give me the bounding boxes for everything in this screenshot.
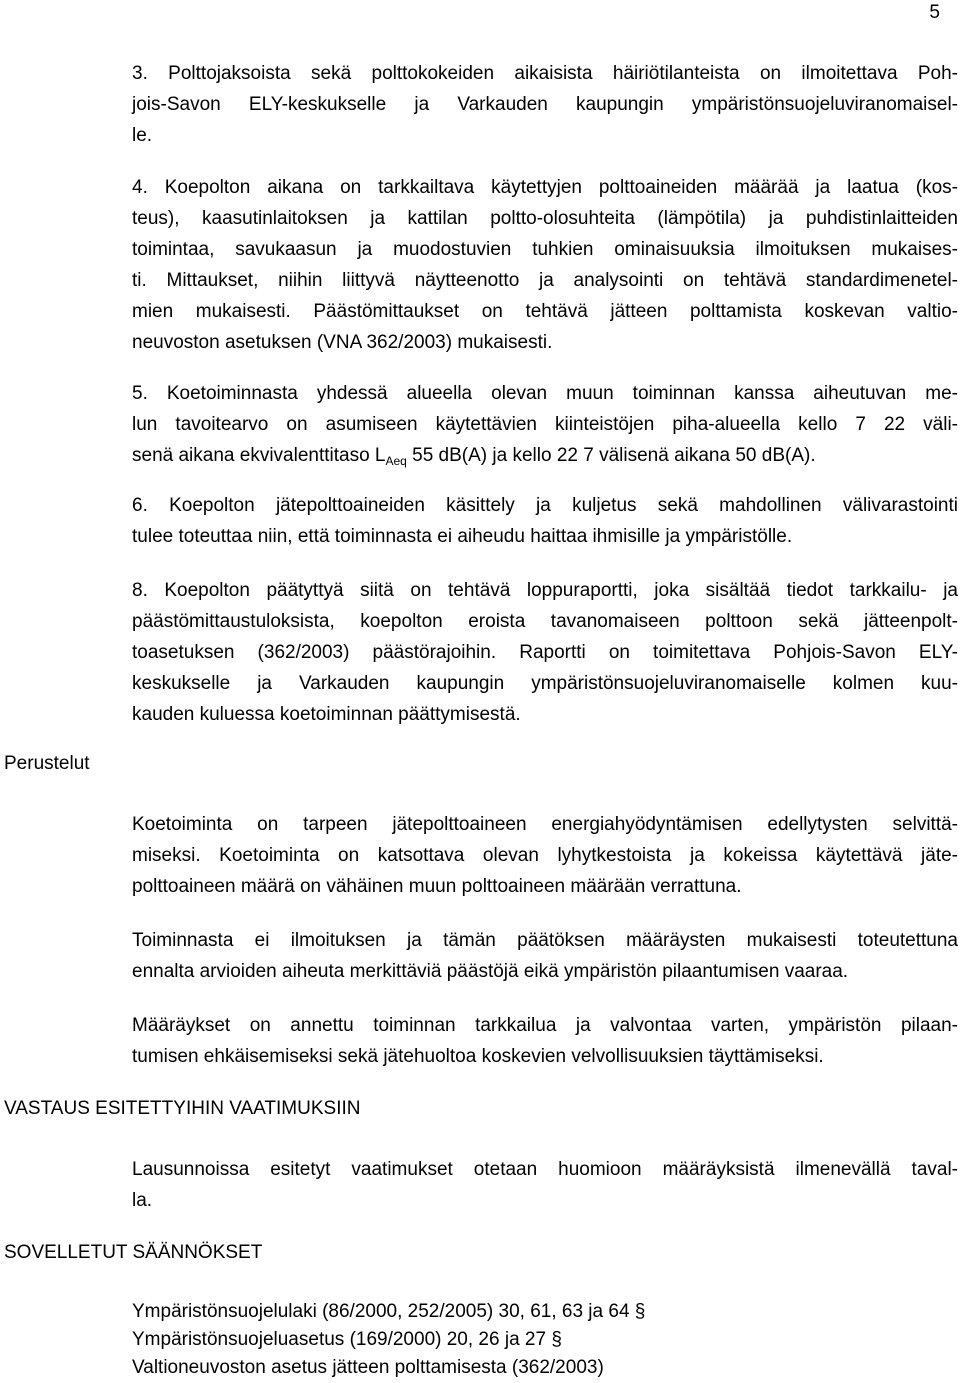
text-line: ennalta arvioiden aiheuta merkittäviä päästöjä eikä ympäristön pilaantumisen vaaraa. bbox=[132, 961, 849, 982]
text-line: 5. Koetoiminnasta yhdessä alueella olevan muun toiminnan kanssa aiheutuvan me- bbox=[132, 383, 958, 404]
laeq-subscript: Aeq bbox=[385, 454, 407, 468]
statute-item: Ympäristönsuojelulaki (86/2000, 252/2005) 30, 61, 63 ja 64 § bbox=[132, 1301, 646, 1322]
text-line-with-subscript: senä aikana ekvivalenttitaso $L_{Aeq}$ 55 dB(A) ja kello 22 7 välisenä aikana 50 dB(A). bbox=[132, 445, 816, 468]
section-sign-icon: § bbox=[629, 1301, 646, 1322]
sovelletut-list bbox=[132, 1298, 958, 1382]
text-line: mien mukaisesti. Päästömittaukset on tehtävä jätteen polttamista koskevan valtio- bbox=[132, 301, 958, 322]
sovelletut-heading: SOVELLETUT SÄÄNNÖKSET bbox=[4, 1242, 263, 1263]
text-line: ti. Mittaukset, niihin liittyvä näytteenotto ja analysointi on tehtävä standardimenetel- bbox=[132, 270, 958, 291]
condition-3 bbox=[132, 58, 958, 151]
perustelut-heading: Perustelut bbox=[4, 753, 90, 774]
text-line: miseksi. Koetoiminta on katsottava olevan lyhytkestoista ja kokeissa käytettävä jäte- bbox=[132, 845, 958, 866]
text-line: tulee toteuttaa niin, että toiminnasta ei aiheudu haittaa ihmisille ja ympäristölle. bbox=[132, 526, 793, 547]
text-line: neuvoston asetuksen (VNA 362/2003) mukaisesti. bbox=[132, 332, 553, 353]
text-line: 4. Koepolton aikana on tarkkailtava käytettyjen polttoaineiden määrää ja laatua (kos- bbox=[132, 177, 958, 198]
statute-item: Ympäristönsuojeluasetus (169/2000) 20, 26 ja 27 § bbox=[132, 1329, 562, 1350]
perustelut-paragraph-3 bbox=[132, 1010, 958, 1072]
text-line: 8. Koepolton päätyttyä siitä on tehtävä loppuraportti, joka sisältää tiedot tarkkailu- ja bbox=[132, 580, 958, 601]
text-line: kauden kuluessa koetoiminnan päättymisestä. bbox=[132, 704, 521, 725]
section-sign-icon: § bbox=[546, 1329, 562, 1350]
condition-5 bbox=[132, 378, 958, 471]
condition-8 bbox=[132, 575, 958, 730]
text-line: Määräykset on annettu toiminnan tarkkailua ja valvontaa varten, ympäristön pilaan- bbox=[132, 1015, 958, 1036]
text-line: jois-Savon ELY-keskukselle ja Varkauden kaupungin ympäristönsuojeluviranomaisel- bbox=[132, 94, 958, 115]
text-line: 6. Koepolton jätepolttoaineiden käsittely ja kuljetus sekä mahdollinen välivarastointi bbox=[132, 495, 958, 516]
text-line: toimintaa, savukaasun ja muodostuvien tuhkien ominaisuuksia ilmoituksen mukaises- bbox=[132, 239, 958, 260]
text-line: keskukselle ja Varkauden kaupungin ympäristönsuojeluviranomaiselle kolmen kuu- bbox=[132, 673, 958, 694]
text-line: teus), kaasutinlaitoksen ja kattilan poltto-olosuhteita (lämpötila) ja puhdistinlaitteiden bbox=[132, 208, 958, 229]
vastaus-paragraph bbox=[132, 1154, 958, 1216]
condition-4 bbox=[132, 172, 958, 358]
text-line: polttoaineen määrä on vähäinen muun polttoaineen määrään verrattuna. bbox=[132, 876, 742, 897]
text-line: lun tavoitearvo on asumiseen käytettävien kiinteistöjen piha-alueella kello 7 22 väli- bbox=[132, 414, 958, 435]
text-line: tumisen ehkäisemiseksi sekä jätehuoltoa koskevien velvollisuuksien täyttämiseksi. bbox=[132, 1046, 824, 1067]
vastaus-heading: VASTAUS ESITETTYIHIN VAATIMUKSIIN bbox=[4, 1098, 361, 1119]
text-line: Lausunnoissa esitetyt vaatimukset otetaan huomioon määräyksistä ilmenevällä taval- bbox=[132, 1159, 958, 1180]
perustelut-paragraph-2 bbox=[132, 925, 958, 987]
page-number: 5 bbox=[929, 2, 940, 23]
text-line: Toiminnasta ei ilmoituksen ja tämän päätöksen määräysten mukaisesti toteutettuna bbox=[132, 930, 958, 951]
perustelut-paragraph-1 bbox=[132, 809, 958, 902]
text-line: 3. Polttojaksoista sekä polttokokeiden aikaisista häiriötilanteista on ilmoitettava Poh- bbox=[132, 63, 958, 84]
text-line: toasetuksen (362/2003) päästörajoihin. Raportti on toimitettava Pohjois-Savon ELY- bbox=[132, 642, 958, 663]
statute-item: Valtioneuvoston asetus jätteen polttamisesta (362/2003) bbox=[132, 1357, 604, 1378]
condition-6 bbox=[132, 490, 958, 552]
text-line: Koetoiminta on tarpeen jätepolttoaineen energiahyödyntämisen edellytysten selvittä- bbox=[132, 814, 958, 835]
text-line: le. bbox=[132, 125, 153, 146]
text-line: päästömittaustuloksista, koepolton eroista tavanomaiseen polttoon sekä jätteenpolt- bbox=[132, 611, 958, 632]
text-line: la. bbox=[132, 1190, 153, 1211]
